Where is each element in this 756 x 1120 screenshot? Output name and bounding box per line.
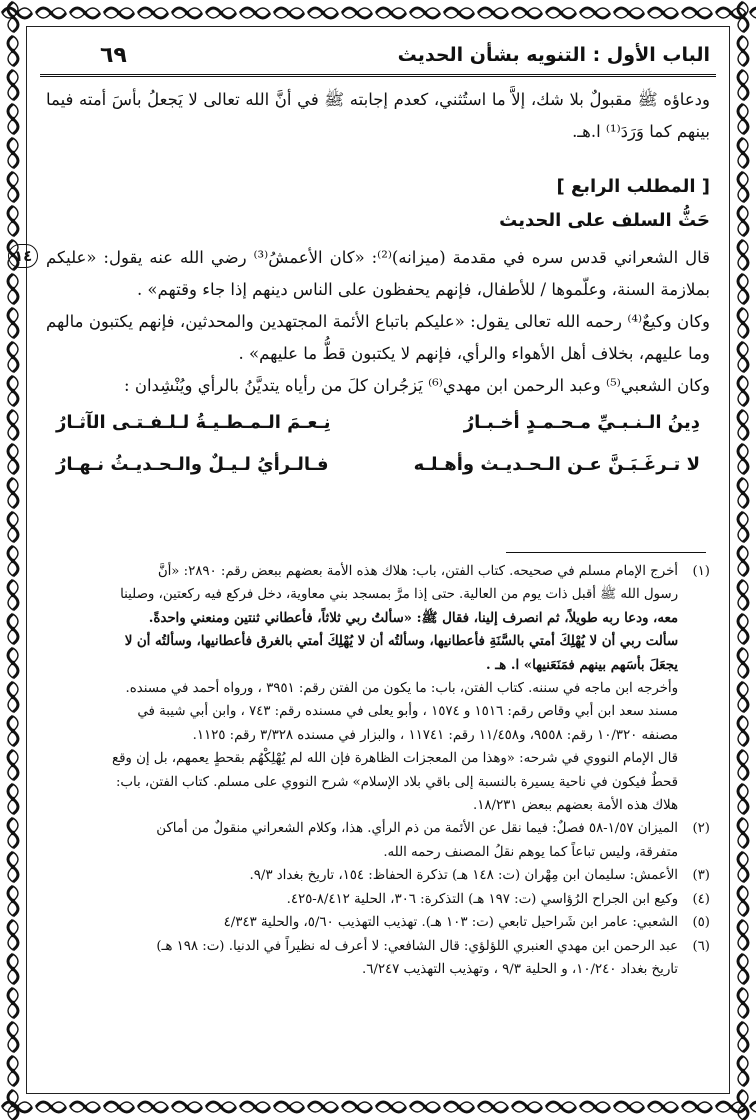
footnote-number xyxy=(678,677,710,747)
paragraph-row xyxy=(14,242,710,306)
footnote xyxy=(46,747,710,817)
footnote-line: عبد الرحمن ابن مهدي العنبري اللؤلؤي: قال الشافعي: لا أعرف له نظيراً في الدنيا. (ت: ١٩٨ هـ) xyxy=(156,938,678,954)
running-title: الباب الأول : التنويه بشأن الحديث xyxy=(397,44,710,66)
poem-hemistich: دِينُ الـنـبـيِّ مـحـمـدٍ أخـبـارُ xyxy=(463,412,700,433)
section-label: [ المطلب الرابع ] xyxy=(556,176,710,197)
footnote-line: معه، ودعا ربه طويلاً، ثم انصرف إلينا، فقال ﷺ: «سألتُ ربي ثلاثاً، فأعطاني ثنتين ومنعني واحدةً. xyxy=(148,610,678,626)
opening-paragraph: ودعاؤه ﷺ مقبولٌ بلا شك، إلاَّ ما استُثني، كعدم إجابته ﷺ في أنَّ الله تعالى لا يَجعلُ بأسَ أمته فيما بينهم كما وَرَدَ⁽¹⁾ ا.هـ. xyxy=(46,90,710,141)
footnote-line: يجعَلَ بأسَهم بينهم فمَنَعَنيها» ا. هـ . xyxy=(486,657,678,673)
footnote-line: سألت ربي أن لا يُهْلِكَ أمتي بالسَّنَةِ فأعطانيها، وسألتُه أن لا يُهْلِكَ أمتي بالغرق فأعطانيها، وسألتُه أن لا xyxy=(124,634,678,650)
footnote-number xyxy=(678,747,710,817)
decorative-border-top xyxy=(0,0,756,26)
footnote xyxy=(46,888,710,911)
page-number: ٦٩ xyxy=(100,42,127,68)
footnote xyxy=(46,935,710,982)
footnote-line: وأخرجه ابن ماجه في سننه. كتاب الفتن، باب: ما يكون من الفتن رقم: ٣٩٥١ ، ورواه أحمد في مسنده. xyxy=(125,681,678,697)
footnote-line: مسند سعد ابن أبي وقاص رقم: ١٥١٦ و ١٥٧٤ ، وأبو يعلى في مسنده رقم: ٧٤٣ ، وابن أبي شيبة في xyxy=(137,704,678,720)
footnote-separator xyxy=(506,552,706,553)
footnote-line: الأعمش: سليمان ابن مِهْران (ت: ١٤٨ هـ) تذكرة الحفاظ: ١٥٤، تاريخ بغداد ٩/٣. xyxy=(249,868,678,884)
footnote-number: (٤) xyxy=(692,891,710,907)
footnote-line: تاريخ بغداد ١٠/٢٤٠، و الحلية ٩/٣ ، وتهذيب التهذيب ٦/٢٤٧. xyxy=(362,961,678,977)
footnote xyxy=(46,677,710,747)
footnote-line: أخرج الإمام مسلم في صحيحه. كتاب الفتن، باب: هلاك هذه الأمة بعضهم ببعض رقم: ٢٨٩٠: «أنَّ xyxy=(157,564,678,579)
section-title: حَثُّ السلف على الحديث xyxy=(499,210,710,231)
poem-line-2 xyxy=(46,444,710,486)
poem-hemistich: لا تـرغَـبَـنَّ عـن الـحـديـث وأهـلـه xyxy=(413,454,700,475)
paragraph-wakee: وكان وكيعٌ⁽⁴⁾ رحمه الله تعالى يقول: «عليكم باتباع الأئمة المجتهدين والمحدثين، فإنهم يكتبون مالهم وما عليهم، بخلاف أهل الأهواء والرأي، فإنهم لا يكتبون قطُّ ما عليهم» . xyxy=(46,312,710,363)
footnote-number: (٥) xyxy=(692,915,710,931)
page-header xyxy=(40,36,716,77)
footnote-line: هلاك هذه الأمة بعضهم ببعض ١٨/٢٣١. xyxy=(472,798,678,814)
footnote-line: متفرقة، وليس تباعاً كما يوهم نقلُ المصنف رحمه الله. xyxy=(383,844,678,860)
footnote xyxy=(46,560,710,677)
decorative-border-right xyxy=(730,0,756,1120)
poem-hemistich: نِـعـمَ الـمـطـيـةُ لـلـفـتـى الآثـارُ xyxy=(56,412,331,433)
paragraph-amash: قال الشعراني قدس سره في مقدمة (ميزانه)⁽²⁾: «كان الأعمشُ⁽³⁾ رضي الله عنه يقول: «عليكم بملازمة السنة، وعلّموها / للأطفال، فإنهم يحفظون على الناس دينهم إذا جاء وقتهم» . xyxy=(46,248,710,299)
footnotes xyxy=(46,560,710,981)
footnote-line: الميزان ١/٥٧-٥٨ فصلٌ: فيما نقل عن الأئمة من ذم الرأي. هذا، وكلام الشعراني منقولٌ من أماكن xyxy=(156,821,678,837)
margin-page-marker: ١٤ xyxy=(8,244,38,268)
decorative-border-left xyxy=(0,0,26,1120)
footnote-line: رسول الله ﷺ أقبل ذات يوم من العالية. حتى إذا مرَّ بمسجد بني معاوية، دخل فركع فيه ركعتين، وصلينا xyxy=(120,587,678,603)
poem-hemistich: فـالـرأيُ لـيـلٌ والـحـديـثُ نـهـارُ xyxy=(56,454,329,475)
footnote-line: قال الإمام النووي في شرحه: «وهذا من المعجزات الظاهرة فإن الله لم يُهْلِكْهُم بقحطٍ يعمهم، بل إن وقع xyxy=(112,751,678,767)
poem-line-1 xyxy=(46,402,710,444)
footnote-number: (١) xyxy=(692,564,710,579)
footnote-line: وكيع ابن الجراح الرُؤاسي (ت: ١٩٧ هـ) التذكرة: ٣٠٦، الحلية ٨/٤١٢-٤٢٥. xyxy=(286,891,678,907)
footnote-number: (٦) xyxy=(692,938,710,954)
footnote-line: مصنفه ١٠/٣٢٠ رقم: ٩٥٥٨، و١١/٤٥٨ رقم: ١١٧٤١ ، والبزار في مسنده ٣/٣٢٨ رقم: ١١٢٥. xyxy=(192,727,678,743)
main-text xyxy=(14,84,710,486)
footnote-line: قحطٌ فيكون في ناحية يسيرة بالنسبة إلى باقي بلاد الإسلام» شرح النووي على مسلم. كتاب الفتن، باب: xyxy=(115,774,678,790)
paragraph-shabi: وكان الشعبي⁽⁵⁾ وعبد الرحمن ابن مهدي⁽⁶⁾ يَزجُران كلَ من رأياه يتديَّنُ بالرأي ويُنْشِدان : xyxy=(124,376,710,395)
footnote-number: (٢) xyxy=(692,821,710,837)
footnote-line: الشعبي: عامر ابن شَراحيل تابعي (ت: ١٠٣ هـ). تهذيب التهذيب ٥/٦٠، والحلية ٤/٣٤٣ xyxy=(223,915,678,931)
decorative-border-bottom xyxy=(0,1094,756,1120)
footnote xyxy=(46,911,710,934)
footnote xyxy=(46,864,710,887)
footnote-number: (٣) xyxy=(692,868,710,884)
footnote xyxy=(46,817,710,864)
